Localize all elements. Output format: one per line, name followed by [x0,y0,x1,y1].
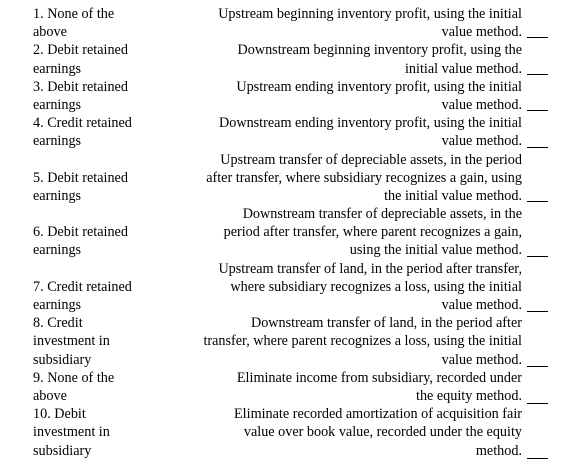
answer-option-line [33,260,163,278]
answer-option-line: 9. None of the [33,369,115,386]
transaction-description-line: value method. [441,133,522,150]
transaction-description-line: Eliminate recorded amortization of acquisition fair [234,406,522,423]
transaction-description-line: Upstream transfer of land, in the period after transfer, [218,260,522,277]
answer-blank-7[interactable] [527,311,548,312]
transaction-description-line: Downstream beginning inventory profit, using the [237,42,522,59]
transactions-column [150,5,522,460]
transaction-description-line: after transfer, where subsidiary recognizes a gain, using [206,169,522,186]
answer-option-line: above [33,387,67,404]
transaction-description-line: Downstream ending inventory profit, using the initial [218,115,522,132]
answer-option-line: 7. Credit retained [33,278,132,295]
transaction-description-line: Eliminate income from subsidiary, recorded under [236,369,522,386]
answer-option-line: above [33,24,67,41]
answer-option-line: subsidiary [33,351,92,368]
answer-option-line: 10. Debit [33,406,86,423]
transaction-description-line: initial value method. [404,60,522,77]
transaction-description-line: Downstream transfer of land, in the period after [250,315,522,332]
answer-option-line: earnings [33,96,82,113]
answer-option-line: earnings [33,297,82,313]
answer-option-line: investment in [33,333,110,350]
answer-option-line [33,151,163,169]
answer-option-line: earnings [33,60,82,77]
answer-option-line: 5. Debit retained [33,169,128,186]
transaction-description-line: value method. [441,297,522,313]
answer-option-line: 1. None of the [33,6,115,22]
answer-blank-6[interactable] [527,256,548,257]
transaction-description-line: transfer, where parent recognizes a loss, using the initial [203,333,522,350]
answer-blank-1[interactable] [527,37,548,38]
transaction-description-line: value method. [441,24,522,41]
transaction-description-line: period after transfer, where parent recognizes a gain, [223,224,522,241]
answer-blank-3[interactable] [527,110,548,111]
answer-blank-8[interactable] [527,366,548,367]
answer-options-column [33,5,163,460]
answer-option-line: 3. Debit retained [33,78,128,95]
transaction-description-line: where subsidiary recognizes a loss, using the initial [230,278,522,295]
transaction-description-line: Downstream transfer of depreciable assets, in the [242,206,522,223]
transaction-description-line: using the initial value method. [349,242,522,259]
transaction-description-line: value method. [441,351,522,368]
answer-blank-10[interactable] [527,458,548,459]
transaction-description-line: value method. [441,96,522,113]
transaction-description-line: method. [475,442,522,459]
transaction-description-line: the equity method. [416,387,522,404]
answer-option-line: earnings [33,187,82,204]
transaction-description-line: value over book value, recorded under the equity [243,424,522,441]
answer-option-line: earnings [33,242,82,259]
answer-blank-5[interactable] [527,201,548,202]
transaction-description-line: Upstream transfer of depreciable assets, in the period [220,151,522,168]
answer-option-line [33,205,163,223]
transaction-description-line: the initial value method. [384,187,522,204]
answer-blank-4[interactable] [527,147,548,148]
answer-option-line: 4. Credit retained [33,115,132,132]
answer-option-line: 6. Debit retained [33,224,128,241]
transaction-description-line: Upstream ending inventory profit, using the initial [236,78,522,95]
answer-option-line: earnings [33,133,82,150]
answer-option-line: investment in [33,424,110,441]
answer-option-line: 2. Debit retained [33,42,128,59]
answer-option-line: 8. Credit [33,315,83,332]
transaction-description-line: Upstream beginning inventory profit, using the initial [218,6,522,22]
answer-option-line: subsidiary [33,442,92,459]
answer-blank-2[interactable] [527,74,548,75]
answer-blank-9[interactable] [527,403,548,404]
